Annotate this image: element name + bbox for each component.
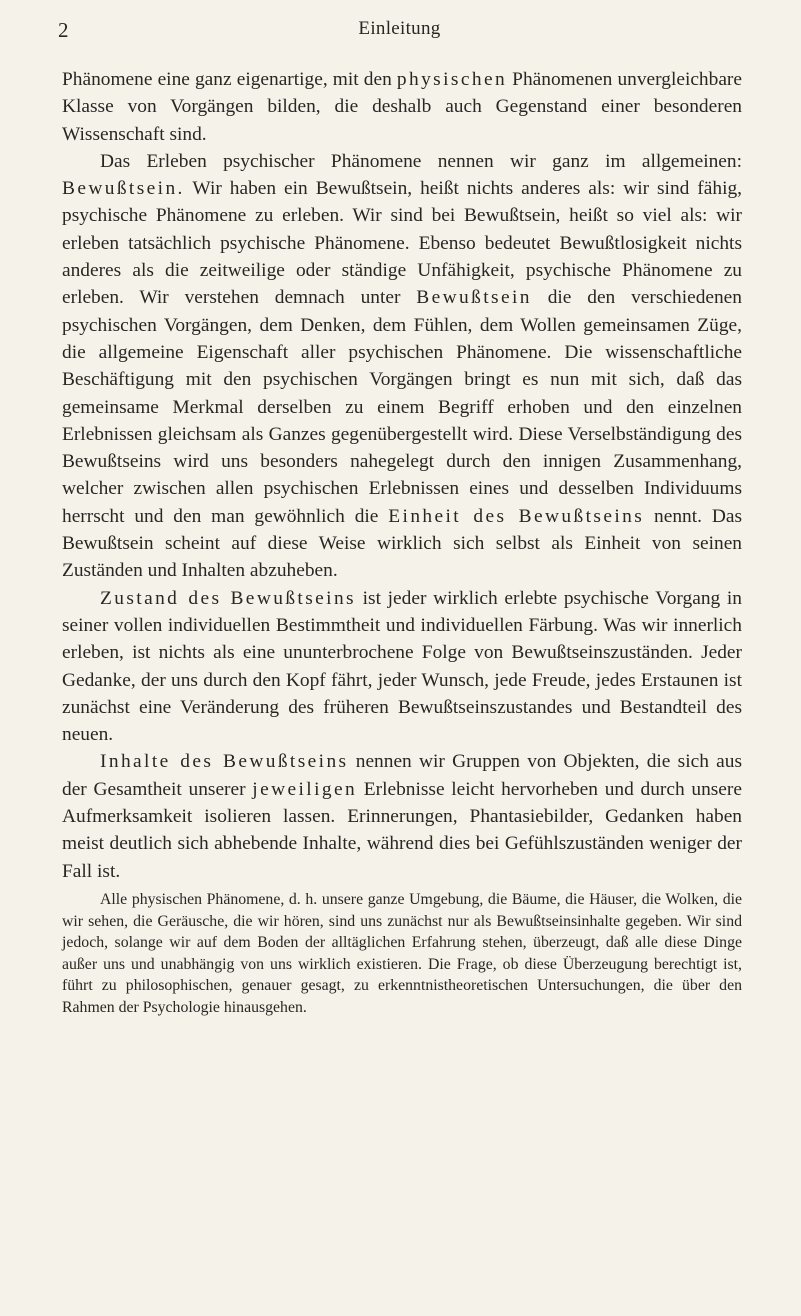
spaced-term: jeweiligen [252,778,358,800]
paragraph: Phänomene eine ganz eigenartige, mit den physischen Phänomenen unvergleichbare Klasse von Vorgängen bilden, die deshalb auch Gegenstand einer besonderen Wissenschaft sind. [62,69,742,145]
spaced-term: physischen [396,69,508,90]
paragraph: Inhalte des Bewußtseins nennen wir Gruppen von Objekten, die sich aus der Gesamtheit unserer jeweiligen Erlebnisse leicht hervorheben und durch unsere Aufmerksamkeit isolieren lassen. Erinnerungen, Phantasiebilder, Gedanken haben meist deutlich sich abhebende Inhalte, während dies bei Gefühlszuständen weniger der Fall ist. [62,751,742,882]
body-text [62,66,742,1018]
spaced-term: Bewußtsein. [62,178,185,200]
page-number: 2 [58,18,69,42]
spaced-term: Zustand des Bewußtseins [100,587,356,609]
footnote-paragraph: Alle physischen Phänomene, d. h. unsere ganze Umgebung, die Bäume, die Häuser, die Wolken, die wir sehen, die Geräusche, die wir hören, sind uns zunächst nur als Bewußtseinsinhalte gegeben. Wir sind jedoch, solange wir auf dem Boden der alltäglichen Erfahrung stehen, überzeugt, daß alle diese Dinge außer uns und unabhängig von uns wirklich existieren. Die Frage, ob diese Überzeugung berechtigt ist, führt zu philosophischen, genauer gesagt, zu erkenntnistheoretischen Untersuchungen, die über den Rahmen der Psychologie hinausgehen. [62,890,742,1016]
spaced-term: Bewußtsein [416,287,532,309]
paragraph: Zustand des Bewußtseins ist jeder wirklich erlebte psychische Vorgang in seiner vollen individuellen Bestimmtheit und individuellen Färbung. Was wir innerlich erleben, ist nichts als eine ununterbrochene Folge von Bewußtseinszuständen. Jeder Gedanke, der uns durch den Kopf fährt, jeder Wunsch, jede Freude, jedes Erstaunen ist zunächst eine Veränderung des früheren Bewußtseinszustandes und Bestandteil des neuen. [62,587,742,746]
page-header [58,18,741,48]
spaced-term: Inhalte des Bewußtseins [100,751,349,773]
spaced-term: Einheit des Bewußtseins [388,505,645,527]
paragraph: Das Erleben psychischer Phänomene nennen wir ganz im allgemeinen: Bewußtsein. Wir haben ein Bewußtsein, heißt nichts anderes als: wir sind fähig, psychische Phänomene zu erleben. Wir sind bei Bewußtsein, heißt so viel als: wir erleben tatsächlich psychische Phänomene. Ebenso bedeutet Bewußtlosigkeit nichts anderes als die zeitweilige oder ständige Unfähigkeit, psychische Phänomene zu erleben. Wir verstehen demnach unter Bewußtsein die den verschiedenen psychischen Vorgängen, dem Denken, dem Fühlen, dem Wollen gemeinsamen Züge, die allgemeine Eigenschaft aller psychischen Phänomene. Die wissenschaftliche Beschäftigung mit den psychischen Vorgängen bringt es nun mit sich, daß das gemeinsame Merkmal derselben zu einem Begriff erhoben und den einzelnen Erlebnissen gleichsam als Ganzes gegenübergestellt wird. Diese Verselbständigung des Bewußtseins wird uns besonders nahegelegt durch den innigen Zusammenhang, welcher zwischen allen psychischen Erlebnissen eines und desselben Individuums herrscht und den man gewöhnlich die Einheit des Bewußtseins nennt. Das Bewußtsein scheint auf diese Weise wirklich sich selbst als Einheit von seinen Zuständen und Inhalten abzuheben. [62,150,742,582]
running-head: Einleitung [358,18,441,39]
